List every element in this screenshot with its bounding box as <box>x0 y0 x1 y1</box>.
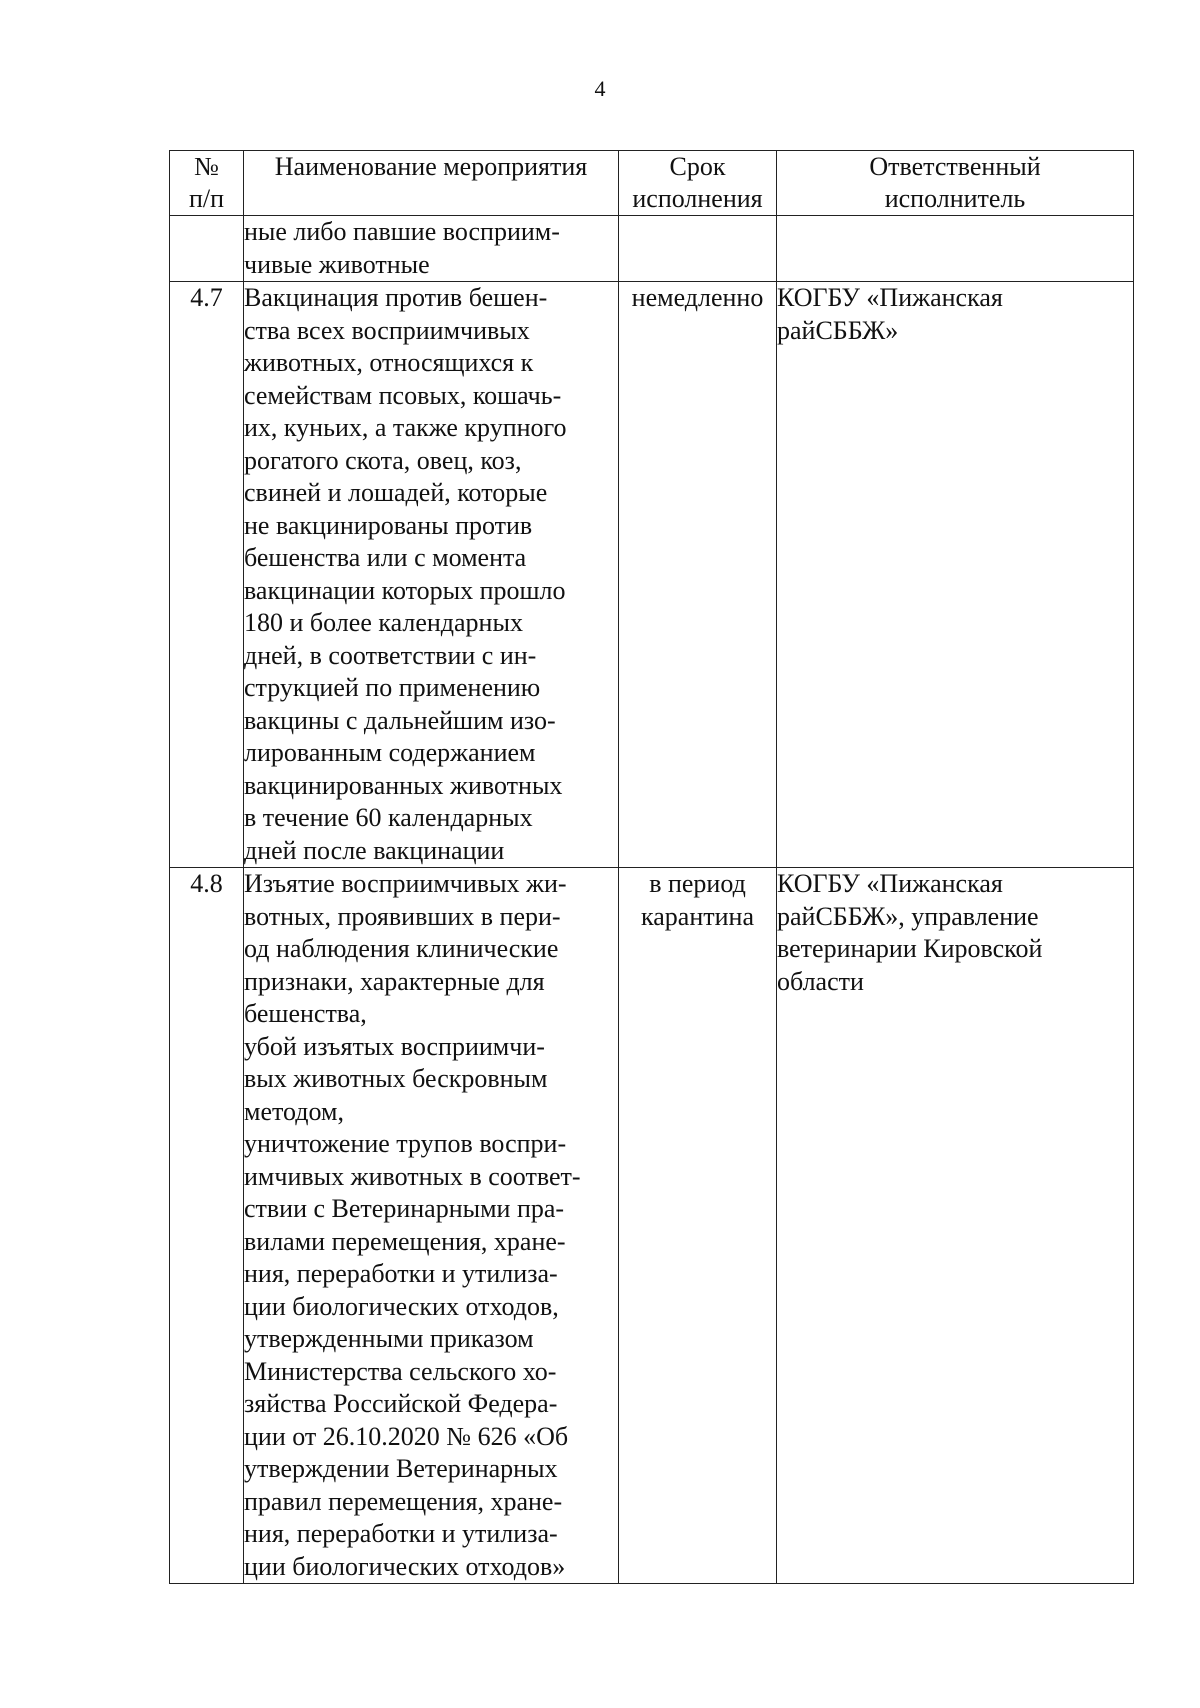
row-name-cell <box>244 868 619 1584</box>
page-number: 4 <box>594 76 606 101</box>
row-responsible-cell <box>777 282 1134 868</box>
row-name-line: Изъятие восприимчивых жи- <box>244 869 567 898</box>
row-responsible-line: КОГБУ «Пижанская <box>777 283 1003 312</box>
row-name-line: животных, относящихся к <box>244 348 534 377</box>
row-responsible-cell <box>777 868 1134 1584</box>
table-row <box>170 216 1134 282</box>
header-responsible-line: исполнитель <box>884 184 1026 213</box>
row-term-line: в период <box>649 869 746 898</box>
header-num <box>170 151 244 216</box>
row-name-line: вакцины с дальнейшим изо- <box>244 705 556 735</box>
row-name-line: од наблюдения клинические <box>244 934 559 963</box>
row-name-line: ции биологических отходов» <box>244 1551 566 1581</box>
row-name-line: ства всех восприимчивых <box>244 315 530 345</box>
row-name-line: убой изъятых восприимчи- <box>244 1031 545 1061</box>
header-term-line: Срок <box>669 152 726 181</box>
row-name-line: имчивых животных в соответ- <box>244 1161 581 1191</box>
row-name-line: признаки, характерные для <box>244 966 545 996</box>
row-name-line: вилами перемещения, хране- <box>244 1226 566 1256</box>
row-name-line: Министерства сельского хо- <box>244 1356 557 1386</box>
row-name-line: 180 и более календарных <box>244 608 523 637</box>
row-name-line: методом, <box>244 1096 344 1126</box>
header-term-line: исполнения <box>632 184 763 213</box>
measures-table <box>169 150 1134 1584</box>
row-name-line: дней после вакцинации <box>244 835 505 865</box>
row-name-line: их, куньих, а также крупного <box>244 413 567 442</box>
row-name-line: ствии с Ветеринарными пра- <box>244 1194 565 1223</box>
row-responsible-cell <box>777 216 1134 282</box>
row-name-line: ния, переработки и утилиза- <box>244 1259 558 1288</box>
row-name-line: вакцинации которых прошло <box>244 575 566 605</box>
row-name-line: струкцией по применению <box>244 673 541 702</box>
row-term-cell <box>619 868 777 1584</box>
row-name-line: ции биологических отходов, <box>244 1291 559 1321</box>
row-name-line: вотных, проявивших в пери- <box>244 901 561 931</box>
row-name-line: в течение 60 календарных <box>244 803 533 832</box>
row-name-cell <box>244 216 619 282</box>
row-name-line: зяйства Российской Федера- <box>244 1389 558 1418</box>
table-row <box>170 282 1134 868</box>
row-term-line: карантина <box>641 901 754 931</box>
table-header-row <box>170 151 1134 216</box>
row-name-line: утвержденными приказом <box>244 1324 534 1353</box>
row-term-line: немедленно <box>631 283 764 312</box>
row-num-cell <box>170 282 244 868</box>
row-responsible-line: КОГБУ «Пижанская <box>777 869 1003 898</box>
row-responsible-line: райСББЖ» <box>777 315 899 345</box>
row-name-line: ные либо павшие восприим- <box>244 217 560 246</box>
row-name-line: бешенства, <box>244 999 367 1028</box>
row-name-line: чивые животные <box>244 249 430 279</box>
row-name-line: вакцинированных животных <box>244 770 563 800</box>
row-name-line: ции от 26.10.2020 № 626 «Об <box>244 1421 569 1451</box>
row-name-line: бешенства или с момента <box>244 543 527 572</box>
row-responsible-line: области <box>777 966 864 996</box>
row-name-line: правил перемещения, хране- <box>244 1486 563 1516</box>
header-name-line: Наименование мероприятия <box>274 152 588 181</box>
row-num: 4.8 <box>190 869 223 898</box>
row-name-line: Вакцинация против бешен- <box>244 283 548 312</box>
row-responsible-line: ветеринарии Кировской <box>777 934 1043 963</box>
row-name-line: утверждении Ветеринарных <box>244 1454 558 1483</box>
row-responsible-line: райСББЖ», управление <box>777 901 1039 931</box>
table-row <box>170 868 1134 1584</box>
row-num-cell <box>170 868 244 1584</box>
row-name-line: вых животных бескровным <box>244 1064 548 1093</box>
row-name-line: уничтожение трупов воспри- <box>244 1129 567 1158</box>
row-name-cell <box>244 282 619 868</box>
row-name-line: рогатого скота, овец, коз, <box>244 445 522 475</box>
row-name-line: семействам псовых, кошачь- <box>244 380 562 410</box>
row-term-cell <box>619 216 777 282</box>
row-name-line: не вакцинированы против <box>244 510 533 540</box>
row-term-cell <box>619 282 777 868</box>
header-name <box>244 151 619 216</box>
row-name-line: свиней и лошадей, которые <box>244 478 548 507</box>
row-name-line: ния, переработки и утилиза- <box>244 1519 558 1548</box>
row-num: 4.7 <box>190 283 223 312</box>
row-name-line: дней, в соответствии с ин- <box>244 640 537 670</box>
header-responsible-line: Ответственный <box>869 152 1041 181</box>
row-name-line: лированным содержанием <box>244 738 536 767</box>
header-responsible <box>777 151 1134 216</box>
header-term <box>619 151 777 216</box>
row-num-cell <box>170 216 244 282</box>
header-num-line: № <box>194 152 219 181</box>
header-num-line: п/п <box>188 184 225 213</box>
